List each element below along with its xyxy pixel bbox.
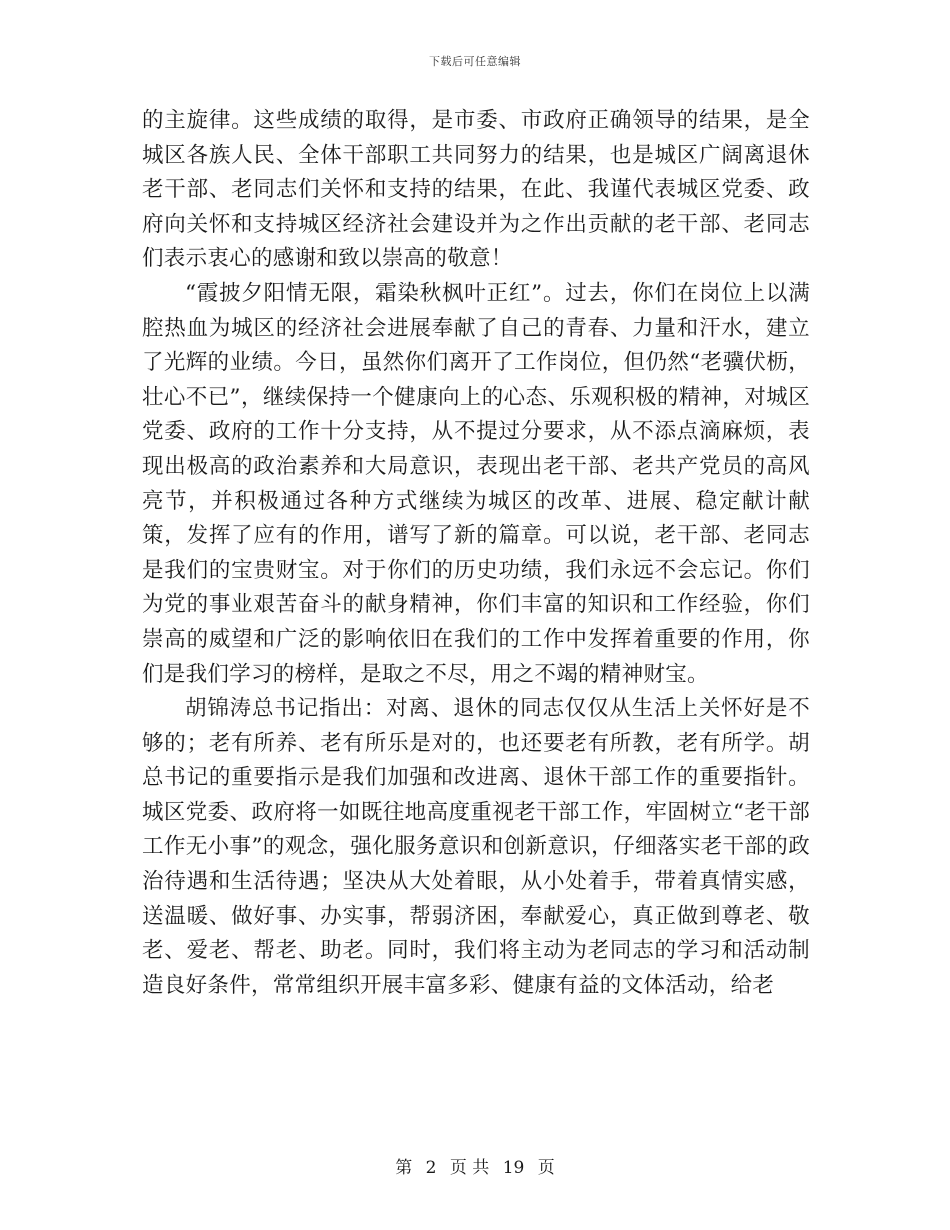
- footer-middle: 页 共: [449, 1158, 490, 1178]
- footer-total-pages: 19: [502, 1158, 525, 1178]
- page-footer: [0, 1153, 950, 1178]
- document-body: [142, 104, 810, 1003]
- paragraph-2: “霞披夕阳情无限，霜染秋枫叶正红”。过去，你们在岗位上以满腔热血为城区的经济社会进展奉献了自己的青春、力量和汗水，建立了光辉的业绩。今日，虽然你们离开了工作岗位，但仍然“老骥伏枥，壮心不已”，继续保持一个健康向上的心态、乐观积极的精神，对城区党委、政府的工作十分支持，从不提过分要求，从不添点滴麻烦，表现出极高的政治素养和大局意识，表现出老干部、老共产党员的高风亮节，并积极通过各种方式继续为城区的改革、进展、稳定献计献策，发挥了应有的作用，谱写了新的篇章。可以说，老干部、老同志是我们的宝贵财宝。对于你们的历史功绩，我们永远不会忘记。你们为党的事业艰苦奋斗的献身精神，你们丰富的知识和工作经验，你们崇高的威望和广泛的影响依旧在我们的工作中发挥着重要的作用，你们是我们学习的榜样，是取之不尽，用之不竭的精神财宝。: [142, 280, 810, 687]
- footer-suffix: 页: [537, 1158, 555, 1178]
- footer-current-page: 2: [425, 1158, 437, 1178]
- paragraph-1: 的主旋律。这些成绩的取得，是市委、市政府正确领导的结果，是全城区各族人民、全体干部职工共同努力的结果，也是城区广阔离退休老干部、老同志们关怀和支持的结果，在此、我谨代表城区党委、政府向关怀和支持城区经济社会建设并为之作出贡献的老干部、老同志们表示衷心的感谢和致以崇高的敬意！: [142, 108, 810, 272]
- paragraph-3: 胡锦涛总书记指出：对离、退休的同志仅仅从生活上关怀好是不够的；老有所养、老有所乐是对的，也还要老有所教，老有所学。胡总书记的重要指示是我们加强和改进离、退休干部工作的重要指针。城区党委、政府将一如既往地高度重视老干部工作，牢固树立“老干部工作无小事”的观念，强化服务意识和创新意识，仔细落实老干部的政治待遇和生活待遇；坚决从大处着眼，从小处着手，带着真情实感，送温暖、做好事、办实事，帮弱济困，奉献爱心，真正做到尊老、敬老、爱老、帮老、助老。同时，我们将主动为老同志的学习和活动制造良好条件，常常组织开展丰富多彩、健康有益的文体活动，给老: [142, 696, 810, 998]
- footer-prefix: 第: [395, 1158, 413, 1178]
- page-header: 下载后可任意编辑: [429, 55, 521, 68]
